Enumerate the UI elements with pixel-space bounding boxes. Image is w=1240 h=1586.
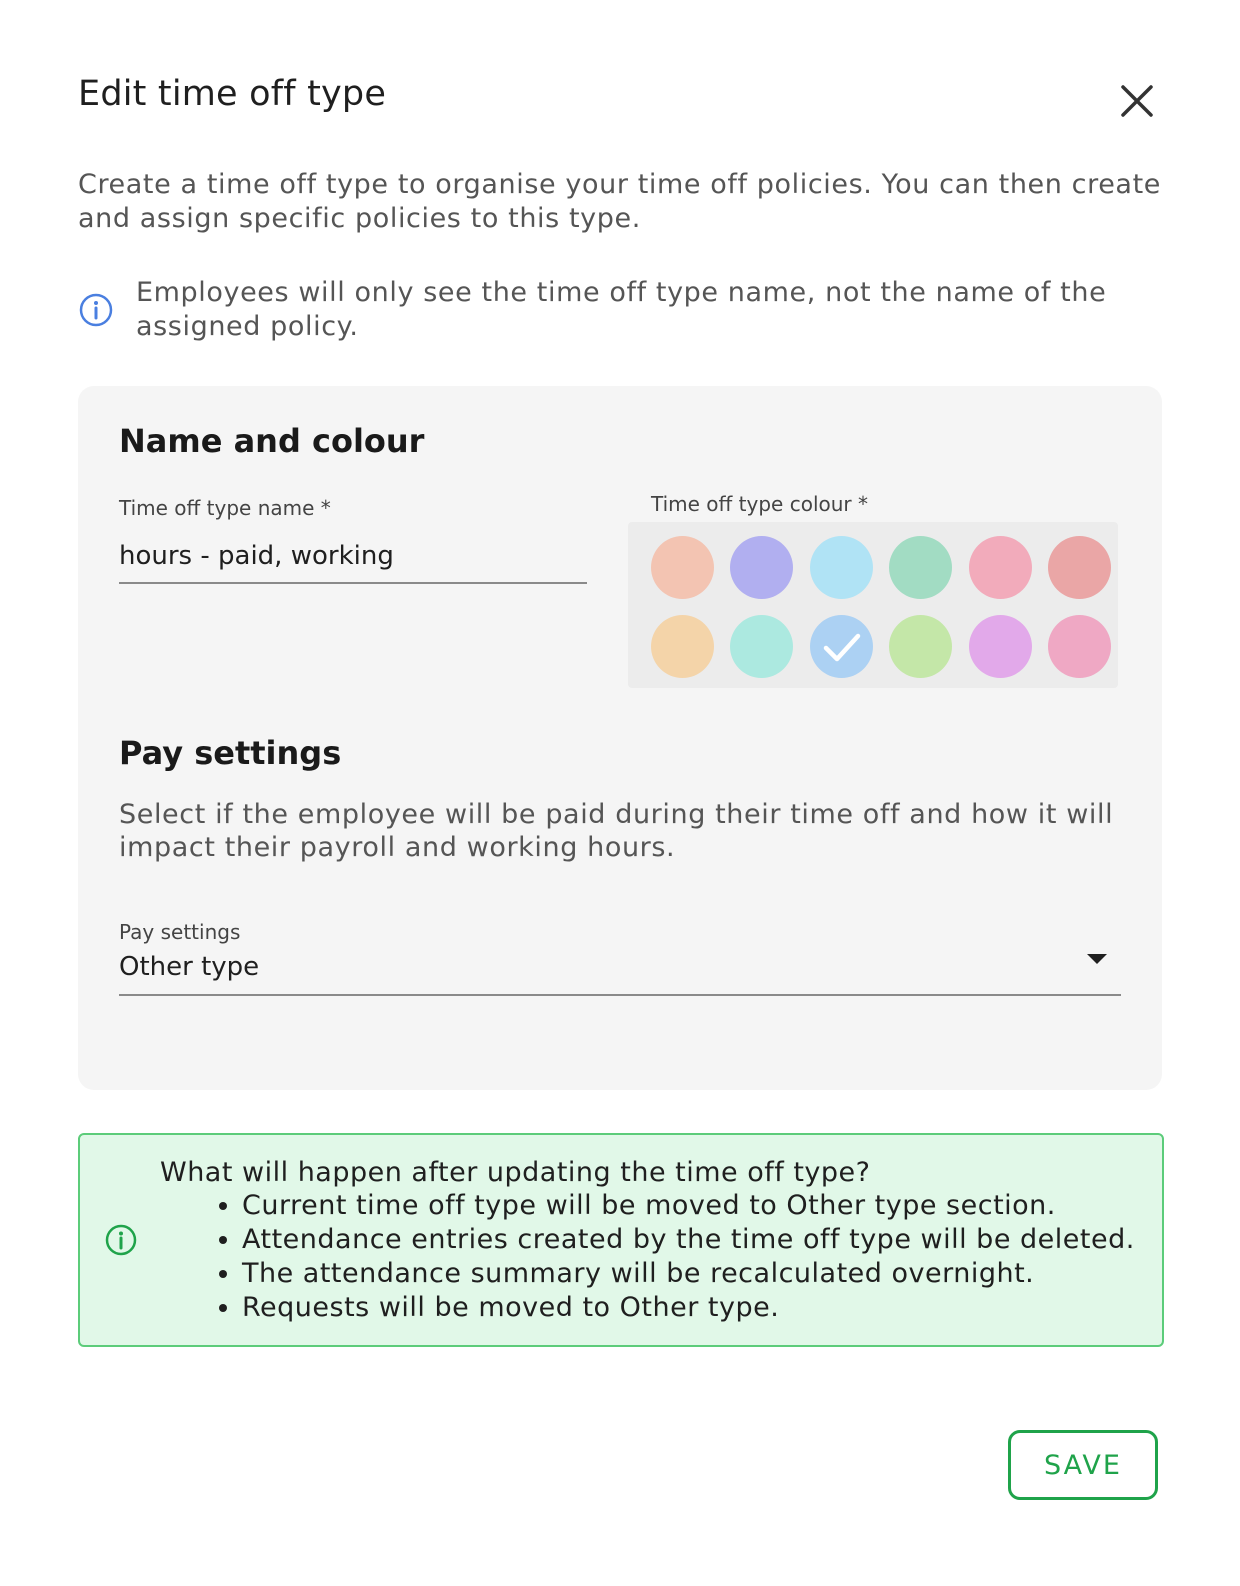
update-alert (78, 1133, 1164, 1347)
colour-swatch[interactable] (1048, 615, 1111, 678)
colour-swatch[interactable] (730, 615, 793, 678)
colour-swatch[interactable] (1048, 536, 1111, 599)
info-notice-text: Employees will only see the time off type name, not the name of the assigned policy. (136, 277, 1107, 342)
save-button[interactable]: SAVE (1008, 1430, 1158, 1500)
colour-field-label: Time off type colour * (651, 492, 868, 516)
colour-swatch-grid (628, 522, 1118, 688)
dialog-title: Edit time off type (78, 74, 387, 114)
pay-settings-select[interactable] (119, 950, 1121, 996)
info-notice (78, 276, 1178, 344)
chevron-down-icon (1087, 954, 1107, 964)
name-input[interactable] (119, 536, 587, 576)
info-icon (78, 292, 114, 328)
check-icon (821, 626, 863, 668)
colour-swatch[interactable] (889, 615, 952, 678)
colour-swatch[interactable] (651, 536, 714, 599)
colour-swatch[interactable] (730, 536, 793, 599)
colour-swatch[interactable] (810, 536, 873, 599)
pay-select-label: Pay settings (119, 920, 241, 944)
colour-swatch[interactable] (969, 615, 1032, 678)
list-item: • Current time off type will be moved to Other type section. (242, 1189, 1135, 1223)
pay-select-value: Other type (119, 952, 260, 982)
settings-panel (78, 386, 1162, 1090)
pay-settings-description: Select if the employee will be paid during their time off and how it will impact their payroll and working hours. (119, 799, 1114, 863)
list-item: • The attendance summary will be recalculated overnight. (242, 1257, 1135, 1291)
colour-swatch-selected[interactable] (810, 615, 873, 678)
dialog-intro: Create a time off type to organise your time off policies. You can then create and assign specific policies to this type. (78, 169, 1161, 234)
info-icon (104, 1223, 138, 1257)
colour-swatch[interactable] (969, 536, 1032, 599)
name-field-label: Time off type name * (119, 496, 331, 520)
name-field (119, 536, 587, 584)
colour-swatch[interactable] (651, 615, 714, 678)
pay-settings-heading: Pay settings (119, 734, 342, 772)
alert-heading: What will happen after updating the time off type? (160, 1157, 871, 1188)
colour-swatch[interactable] (889, 536, 952, 599)
alert-list (168, 1189, 1135, 1325)
name-colour-heading: Name and colour (119, 422, 425, 460)
list-item: • Attendance entries created by the time off type will be deleted. (242, 1223, 1135, 1257)
list-item: • Requests will be moved to Other type. (242, 1291, 1135, 1325)
close-icon[interactable] (1118, 82, 1156, 120)
